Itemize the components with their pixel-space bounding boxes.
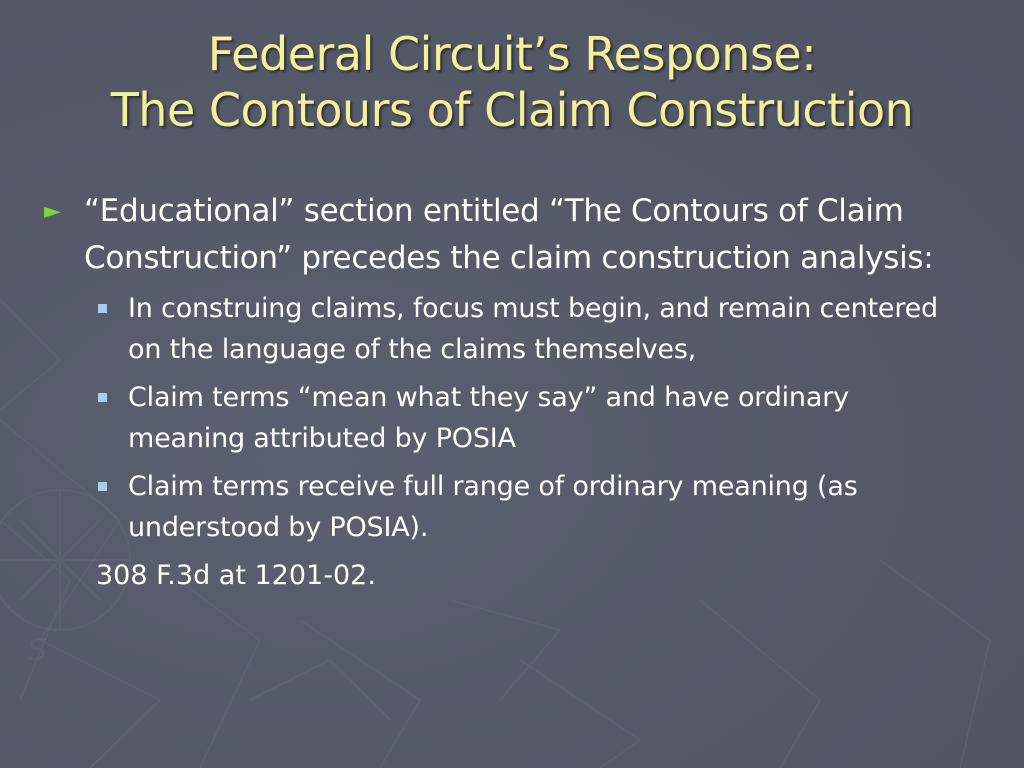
square-bullet-icon bbox=[98, 482, 107, 491]
sub-bullet-text: In construing claims, focus must begin, and remain centered on the language of the claims themselves, bbox=[128, 293, 938, 365]
title-line-1: Federal Circuit’s Response: bbox=[207, 27, 817, 81]
sub-bullet-text: Claim terms receive full range of ordinary meaning (as understood by POSIA). bbox=[128, 471, 858, 543]
main-bullet bbox=[44, 188, 974, 282]
sub-bullet-item bbox=[84, 466, 974, 548]
citation: 308 F.3d at 1201-02. bbox=[96, 560, 376, 591]
triangle-bullet-icon: ► bbox=[44, 199, 61, 224]
title-line-2: The Contours of Claim Construction bbox=[110, 83, 914, 137]
square-bullet-icon bbox=[98, 393, 107, 402]
slide-body bbox=[44, 188, 974, 596]
sub-bullet-list bbox=[44, 288, 974, 548]
svg-text:S: S bbox=[28, 633, 48, 668]
sub-bullet-item bbox=[84, 377, 974, 459]
slide-title bbox=[0, 26, 1024, 138]
sub-bullet-item bbox=[84, 288, 974, 370]
sub-bullet-text: Claim terms “mean what they say” and have ordinary meaning attributed by POSIA bbox=[128, 382, 849, 454]
main-bullet-text: “Educational” section entitled “The Contours of Claim Construction” precedes the claim construction analysis: bbox=[84, 193, 934, 276]
square-bullet-icon bbox=[98, 304, 107, 313]
